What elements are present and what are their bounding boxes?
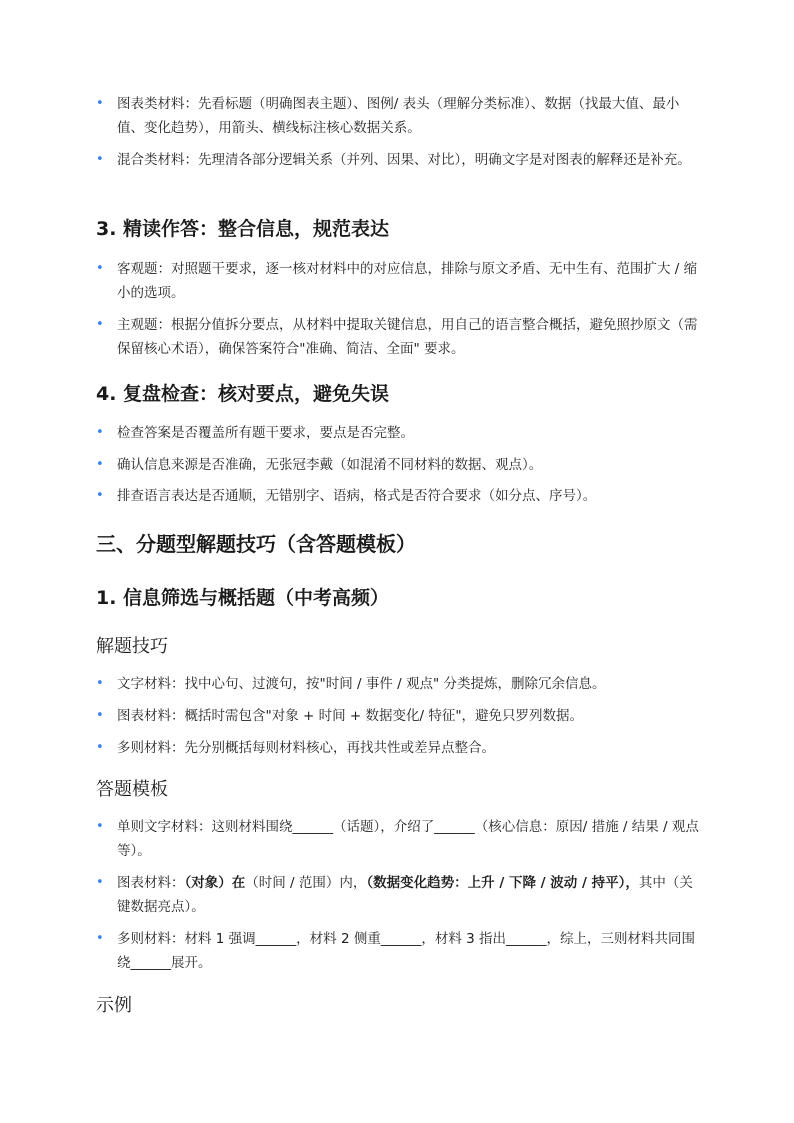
list-item-text: 检查答案是否覆盖所有题干要求，要点是否完整。 [117,425,414,441]
bullet-icon: • [96,317,104,332]
list-item-text: 单则文字材料：这则材料围绕______（话题），介绍了______（核心信息：原因/ 措施 / 结果 / 观点等）。 [117,819,699,859]
list-item [96,871,700,919]
list-item-text: 主观题：根据分值拆分要点，从材料中提取关键信息，用自己的语言整合概括，避免照抄原文（需保留核心术语），确保答案符合"准确、简洁、全面" 要求。 [117,317,698,357]
list-item-text: 确认信息来源是否准确，无张冠李戴（如混淆不同材料的数据、观点）。 [117,457,543,473]
bullet-icon: • [96,819,104,834]
list-item [96,736,700,760]
list-item [96,484,700,508]
list-item [96,927,700,975]
list-item-text: 图表类材料：先看标题（明确图表主题）、图例/ 表头（理解分类标准）、数据（找最大值、最小值、变化趋势），用箭头、横线标注核心数据关系。 [117,96,680,136]
example-heading: 示例 [96,995,132,1016]
bullet-icon: • [96,931,104,946]
template-bold-trend: （数据变化趋势：上升 / 下降 / 波动 / 持平）， [366,875,639,891]
list-item-text: 文字材料：找中心句、过渡句，按"时间 / 事件 / 观点" 分类提炼，删除冗余信息。 [117,676,606,692]
list-item [96,92,700,140]
list-item [96,313,700,361]
bullet-icon: • [96,488,104,503]
list-item [96,815,700,863]
list-item [96,421,700,445]
list-item-text: 多则材料：材料 1 强调______，材料 2 侧重______，材料 3 指出______，综上，三则材料共同围绕______展开。 [117,931,696,971]
list-item [96,704,700,728]
section-heading: 3. 精读作答：整合信息，规范表达 [96,218,390,240]
template-prefix: 图表材料： [117,875,185,891]
template-heading: 答题模板 [96,779,168,800]
bullet-icon: • [96,740,104,755]
part-heading: 三、分题型解题技巧（含答题模板） [96,532,416,556]
bullet-icon: • [96,425,104,440]
list-item [96,453,700,477]
list-item-text: 多则材料：先分别概括每则材料核心，再找共性或差异点整合。 [117,740,495,756]
list-item [96,148,700,172]
bullet-icon: • [96,152,104,167]
tips-heading: 解题技巧 [96,636,168,657]
list-item-text [96,871,700,919]
list-item-text: 混合类材料：先理清各部分逻辑关系（并列、因果、对比），明确文字是对图表的解释还是补充。 [117,152,691,168]
list-item-text: 客观题：对照题干要求，逐一核对材料中的对应信息，排除与原文矛盾、无中生有、范围扩大 / 缩小的选项。 [117,261,698,301]
template-suffix: 其中（关键数据亮点）。 [117,875,693,915]
section-heading: 4. 复盘检查：核对要点，避免失误 [96,383,390,405]
bullet-icon: • [96,875,104,890]
list-item [96,257,700,305]
list-item [96,672,700,696]
template-bold-object: （对象）在 [184,875,246,891]
bullet-icon: • [96,708,104,723]
bullet-icon: • [96,676,104,691]
bullet-icon: • [96,261,104,276]
list-item-text: 排查语言表达是否通顺，无错别字、语病，格式是否符合要求（如分点、序号）。 [117,488,597,504]
template-time-range: （时间 / 范围）内， [245,875,367,891]
bullet-icon: • [96,457,104,472]
bullet-icon: • [96,96,104,111]
subsection-heading: 1. 信息筛选与概括题（中考高频） [96,587,390,609]
list-item-text: 图表材料：概括时需包含"对象 + 时间 + 数据变化/ 特征"，避免只罗列数据。 [117,708,584,724]
